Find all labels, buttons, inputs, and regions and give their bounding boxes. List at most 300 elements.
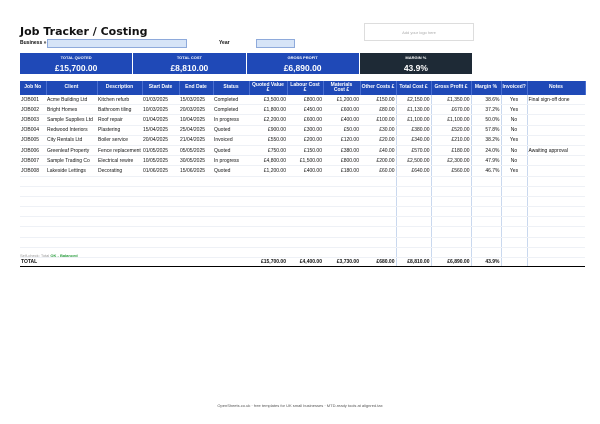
cell-client[interactable] — [46, 237, 97, 247]
cell-end-date[interactable]: 10/04/2025 — [179, 115, 213, 125]
cell-gross-profit[interactable] — [431, 237, 471, 247]
cell-description[interactable] — [97, 247, 142, 257]
page-title: Job Tracker / Costing — [20, 25, 148, 38]
table-row — [20, 105, 585, 115]
cell-description[interactable] — [97, 186, 142, 196]
cell-description[interactable]: Roof repair — [97, 115, 142, 125]
cell-margin[interactable]: 50.0% — [471, 115, 501, 125]
cell-other-costs[interactable] — [360, 207, 396, 217]
cell-gross-profit[interactable] — [431, 196, 471, 206]
cell-quoted-value[interactable] — [249, 227, 287, 237]
cell-notes[interactable] — [527, 156, 585, 166]
cell-other-costs[interactable] — [360, 227, 396, 237]
cell-gross-profit[interactable]: £180.00 — [431, 145, 471, 155]
empty-row — [20, 176, 585, 186]
cell-quoted-value[interactable]: £2,200.00 — [249, 115, 287, 125]
cell-materials-cost[interactable]: £50.00 — [323, 125, 360, 135]
cell-status[interactable] — [213, 237, 249, 247]
kpi-margin — [360, 53, 472, 74]
cell-end-date[interactable]: 21/04/2025 — [179, 135, 213, 145]
cell-materials-cost[interactable] — [323, 237, 360, 247]
kpi-total-cost — [133, 53, 245, 74]
cell-invoiced[interactable]: No — [501, 145, 527, 155]
cell-materials-cost[interactable]: £120.00 — [323, 135, 360, 145]
cell-labour-cost[interactable]: £300.00 — [287, 125, 323, 135]
cell-margin[interactable]: 46.7% — [471, 166, 501, 176]
cell-labour-cost[interactable] — [287, 237, 323, 247]
business-input[interactable] — [47, 39, 187, 48]
cell-gross-profit[interactable] — [431, 186, 471, 196]
kpi-gross-profit — [247, 53, 359, 74]
table-row — [20, 95, 585, 105]
cell-notes[interactable] — [527, 115, 585, 125]
cell-gross-profit[interactable]: £1,350.00 — [431, 95, 471, 105]
cell-notes[interactable] — [527, 247, 585, 257]
col-header-other-costs: Other Costs £ — [360, 81, 396, 95]
cell-job-no[interactable] — [20, 217, 46, 227]
cell-status[interactable]: In progress — [213, 156, 249, 166]
cell-quoted-value[interactable] — [249, 196, 287, 206]
cell-invoiced[interactable]: No — [501, 156, 527, 166]
cell-start-date[interactable]: 15/04/2025 — [142, 125, 179, 135]
cell-materials-cost[interactable] — [323, 207, 360, 217]
empty-row — [20, 217, 585, 227]
cell-margin[interactable]: 57.8% — [471, 125, 501, 135]
empty-row — [20, 186, 585, 196]
cell-other-costs[interactable] — [360, 196, 396, 206]
cell-other-costs[interactable]: £80.00 — [360, 105, 396, 115]
cell-start-date[interactable] — [142, 247, 179, 257]
cell-margin[interactable]: 37.2% — [471, 105, 501, 115]
cell-invoiced[interactable] — [501, 227, 527, 237]
cell-invoiced[interactable]: Yes — [501, 95, 527, 105]
cell-total-cost[interactable]: £570.00 — [396, 145, 431, 155]
cell-margin[interactable] — [471, 186, 501, 196]
cell-quoted-value[interactable] — [249, 247, 287, 257]
cell-total-cost[interactable]: £380.00 — [396, 125, 431, 135]
cell-total-cost[interactable]: £8,810.00 — [396, 258, 431, 267]
cell-job-no[interactable]: JOB005 — [20, 135, 46, 145]
cell-labour-cost[interactable]: £200.00 — [287, 135, 323, 145]
cell-status[interactable]: In progress — [213, 115, 249, 125]
cell-invoiced[interactable]: Yes — [501, 135, 527, 145]
cell-status[interactable] — [213, 217, 249, 227]
cell-end-date[interactable] — [179, 217, 213, 227]
cell-margin[interactable]: 24.0% — [471, 145, 501, 155]
footer-text: OpenSheets.co.uk · free templates for UK small businesses · MTD-ready tools at alignred.tax — [217, 403, 383, 408]
cell-other-costs[interactable]: £30.00 — [360, 125, 396, 135]
cell-end-date[interactable]: 15/03/2025 — [179, 95, 213, 105]
cell-gross-profit[interactable] — [431, 217, 471, 227]
cell-end-date[interactable]: 30/05/2025 — [179, 156, 213, 166]
cell-start-date[interactable]: 10/03/2025 — [142, 105, 179, 115]
cell-status[interactable]: Quoted — [213, 125, 249, 135]
cell-description[interactable]: Kitchen refurb — [97, 95, 142, 105]
cell-notes[interactable] — [527, 186, 585, 196]
cell-status[interactable] — [213, 186, 249, 196]
cell-notes[interactable] — [527, 237, 585, 247]
cell-end-date[interactable] — [179, 176, 213, 186]
cell-client[interactable]: Acme Building Ltd — [46, 95, 97, 105]
cell-invoiced[interactable]: No — [501, 125, 527, 135]
cell-end-date[interactable] — [179, 196, 213, 206]
empty-row — [20, 237, 585, 247]
cell-job-no[interactable] — [20, 186, 46, 196]
cell-invoiced[interactable] — [501, 186, 527, 196]
cell-start-date[interactable] — [142, 207, 179, 217]
cell-other-costs[interactable]: £60.00 — [360, 166, 396, 176]
cell-client[interactable]: Sample Supplies Ltd — [46, 115, 97, 125]
cell-end-date[interactable] — [179, 237, 213, 247]
cell-margin[interactable] — [471, 237, 501, 247]
cell-description[interactable]: Boiler service — [97, 135, 142, 145]
col-header-end-date: End Date — [179, 81, 213, 95]
cell-other-costs[interactable]: £20.00 — [360, 135, 396, 145]
cell-labour-cost[interactable]: £4,400.00 — [287, 258, 323, 267]
cell-client[interactable] — [46, 207, 97, 217]
cell-margin[interactable] — [471, 196, 501, 206]
cell-labour-cost[interactable] — [287, 217, 323, 227]
cell-start-date[interactable] — [142, 258, 179, 267]
cell-client[interactable] — [46, 186, 97, 196]
cell-start-date[interactable] — [142, 186, 179, 196]
cell-status[interactable]: Invoiced — [213, 135, 249, 145]
cell-description[interactable] — [97, 217, 142, 227]
cell-total-cost[interactable] — [396, 237, 431, 247]
cell-quoted-value[interactable]: £900.00 — [249, 125, 287, 135]
cell-description[interactable]: Fence replacement — [97, 145, 142, 155]
jobs-table — [20, 81, 586, 267]
cell-description[interactable] — [97, 176, 142, 186]
cell-total-cost[interactable]: £640.00 — [396, 166, 431, 176]
cell-materials-cost[interactable] — [323, 196, 360, 206]
cell-invoiced[interactable] — [501, 247, 527, 257]
cell-end-date[interactable]: 25/04/2025 — [179, 125, 213, 135]
cell-client[interactable] — [46, 176, 97, 186]
cell-start-date[interactable]: 01/05/2025 — [142, 145, 179, 155]
cell-description[interactable] — [97, 196, 142, 206]
kpi-total-quoted — [20, 53, 132, 74]
cell-labour-cost[interactable] — [287, 196, 323, 206]
cell-status[interactable]: Completed — [213, 105, 249, 115]
cell-other-costs[interactable]: £100.00 — [360, 115, 396, 125]
cell-other-costs[interactable] — [360, 247, 396, 257]
cell-invoiced[interactable] — [501, 258, 527, 267]
cell-total-cost[interactable] — [396, 186, 431, 196]
cell-end-date[interactable] — [179, 207, 213, 217]
cell-quoted-value[interactable] — [249, 217, 287, 227]
col-header-materials-cost: Materials Cost £ — [323, 81, 360, 95]
cell-client[interactable] — [46, 227, 97, 237]
cell-status[interactable] — [213, 176, 249, 186]
cell-notes[interactable] — [527, 207, 585, 217]
cell-gross-profit[interactable] — [431, 247, 471, 257]
cell-client[interactable]: Lakeside Lettings — [46, 166, 97, 176]
cell-end-date[interactable]: 20/03/2025 — [179, 105, 213, 115]
empty-row — [20, 207, 585, 217]
cell-other-costs[interactable] — [360, 217, 396, 227]
cell-gross-profit[interactable]: £560.00 — [431, 166, 471, 176]
cell-total-cost[interactable] — [396, 207, 431, 217]
cell-client[interactable]: Redwood Interiors — [46, 125, 97, 135]
cell-quoted-value[interactable] — [249, 207, 287, 217]
cell-invoiced[interactable] — [501, 196, 527, 206]
kpi-value: £6,890.00 — [283, 63, 322, 73]
cell-invoiced[interactable] — [501, 217, 527, 227]
cell-quoted-value[interactable]: £4,800.00 — [249, 156, 287, 166]
cell-invoiced[interactable] — [501, 207, 527, 217]
cell-quoted-value[interactable]: £3,500.00 — [249, 95, 287, 105]
kpi-label: TOTAL COST — [176, 55, 202, 60]
cell-materials-cost[interactable]: £600.00 — [323, 105, 360, 115]
cell-gross-profit[interactable]: £670.00 — [431, 105, 471, 115]
cell-notes[interactable] — [527, 105, 585, 115]
cell-notes[interactable] — [527, 258, 585, 267]
cell-client[interactable] — [46, 196, 97, 206]
cell-job-no[interactable] — [20, 207, 46, 217]
empty-row — [20, 247, 585, 257]
cell-client[interactable] — [46, 258, 97, 267]
cell-other-costs[interactable]: £150.00 — [360, 95, 396, 105]
cell-client[interactable]: City Rentals Ltd — [46, 135, 97, 145]
cell-quoted-value[interactable]: £1,200.00 — [249, 166, 287, 176]
cell-end-date[interactable] — [179, 258, 213, 267]
cell-labour-cost[interactable] — [287, 176, 323, 186]
cell-status[interactable] — [213, 207, 249, 217]
cell-invoiced[interactable] — [501, 237, 527, 247]
cell-job-no[interactable] — [20, 176, 46, 186]
cell-other-costs[interactable]: £40.00 — [360, 145, 396, 155]
cell-materials-cost[interactable] — [323, 186, 360, 196]
cell-notes[interactable]: Awaiting approval — [527, 145, 585, 155]
cell-description[interactable] — [97, 207, 142, 217]
cell-labour-cost[interactable]: £1,500.00 — [287, 156, 323, 166]
cell-other-costs[interactable]: £680.00 — [360, 258, 396, 267]
cell-description[interactable]: Electrical rewire — [97, 156, 142, 166]
cell-description[interactable] — [97, 227, 142, 237]
cell-labour-cost[interactable] — [287, 207, 323, 217]
cell-materials-cost[interactable] — [323, 247, 360, 257]
cell-quoted-value[interactable] — [249, 176, 287, 186]
col-header-labour-cost: Labour Cost £ — [287, 81, 323, 95]
cell-start-date[interactable] — [142, 176, 179, 186]
cell-materials-cost[interactable] — [323, 176, 360, 186]
cell-start-date[interactable]: 01/03/2025 — [142, 95, 179, 105]
table-body — [20, 95, 585, 267]
cell-gross-profit[interactable]: £1,100.00 — [431, 115, 471, 125]
cell-total-cost[interactable]: £2,500.00 — [396, 156, 431, 166]
cell-client[interactable] — [46, 217, 97, 227]
cell-notes[interactable]: Final sign-off done — [527, 95, 585, 105]
cell-status[interactable] — [213, 247, 249, 257]
cell-end-date[interactable]: 15/06/2025 — [179, 166, 213, 176]
cell-other-costs[interactable] — [360, 186, 396, 196]
cell-job-no[interactable]: JOB008 — [20, 166, 46, 176]
cell-start-date[interactable]: 01/06/2025 — [142, 166, 179, 176]
cell-other-costs[interactable] — [360, 237, 396, 247]
cell-start-date[interactable]: 20/04/2025 — [142, 135, 179, 145]
cell-materials-cost[interactable]: £400.00 — [323, 115, 360, 125]
cell-margin[interactable]: 38.6% — [471, 95, 501, 105]
col-header-status: Status — [213, 81, 249, 95]
cell-notes[interactable] — [527, 135, 585, 145]
cell-margin[interactable] — [471, 227, 501, 237]
cell-invoiced[interactable]: No — [501, 115, 527, 125]
cell-invoiced[interactable]: Yes — [501, 105, 527, 115]
col-header-notes: Notes — [527, 81, 585, 95]
col-header-gross-profit: Gross Profit £ — [431, 81, 471, 95]
cell-materials-cost[interactable]: £380.00 — [323, 145, 360, 155]
cell-job-no[interactable]: JOB006 — [20, 145, 46, 155]
cell-materials-cost[interactable] — [323, 217, 360, 227]
kpi-label: GROSS PROFIT — [287, 55, 318, 60]
cell-quoted-value[interactable]: £750.00 — [249, 145, 287, 155]
cell-start-date[interactable] — [142, 227, 179, 237]
cell-job-no[interactable]: JOB002 — [20, 105, 46, 115]
cell-client[interactable]: Greenleaf Property — [46, 145, 97, 155]
cell-total-cost[interactable] — [396, 217, 431, 227]
cell-materials-cost[interactable]: £180.00 — [323, 166, 360, 176]
col-header-job-no: Job No — [20, 81, 46, 95]
cell-status[interactable]: Completed — [213, 95, 249, 105]
cell-other-costs[interactable] — [360, 176, 396, 186]
cell-quoted-value[interactable]: £550.00 — [249, 135, 287, 145]
cell-total-cost[interactable] — [396, 196, 431, 206]
cell-status[interactable] — [213, 258, 249, 267]
cell-total-cost[interactable]: £1,130.00 — [396, 105, 431, 115]
cell-job-no[interactable]: JOB001 — [20, 95, 46, 105]
cell-other-costs[interactable]: £200.00 — [360, 156, 396, 166]
cell-labour-cost[interactable]: £600.00 — [287, 115, 323, 125]
table-header-row — [20, 81, 585, 95]
logo-placeholder[interactable]: Add your logo here — [364, 23, 474, 41]
cell-job-no[interactable] — [20, 227, 46, 237]
cell-gross-profit[interactable] — [431, 227, 471, 237]
cell-labour-cost[interactable]: £150.00 — [287, 145, 323, 155]
cell-description[interactable]: Bathroom tiling — [97, 105, 142, 115]
year-input[interactable] — [256, 39, 295, 48]
year-label: Year — [219, 40, 230, 46]
cell-quoted-value[interactable] — [249, 186, 287, 196]
cell-end-date[interactable] — [179, 186, 213, 196]
cell-total-cost[interactable]: £1,100.00 — [396, 115, 431, 125]
cell-client[interactable]: Sample Trading Co — [46, 156, 97, 166]
cell-labour-cost[interactable] — [287, 186, 323, 196]
cell-start-date[interactable] — [142, 237, 179, 247]
self-check-status: OK - Balanced — [50, 253, 78, 258]
cell-invoiced[interactable]: Yes — [501, 166, 527, 176]
cell-job-no[interactable]: JOB004 — [20, 125, 46, 135]
cell-total-cost[interactable] — [396, 227, 431, 237]
empty-row — [20, 196, 585, 206]
cell-notes[interactable] — [527, 227, 585, 237]
table-row — [20, 166, 585, 176]
cell-margin[interactable]: 47.9% — [471, 156, 501, 166]
cell-status[interactable]: Quoted — [213, 166, 249, 176]
cell-margin[interactable]: 38.2% — [471, 135, 501, 145]
cell-gross-profit[interactable]: £6,890.00 — [431, 258, 471, 267]
cell-status[interactable]: Quoted — [213, 145, 249, 155]
cell-job-no[interactable] — [20, 237, 46, 247]
cell-labour-cost[interactable]: £800.00 — [287, 95, 323, 105]
business-label: Business » — [20, 40, 47, 46]
cell-gross-profit[interactable]: £520.00 — [431, 125, 471, 135]
cell-margin[interactable]: 43.9% — [471, 258, 501, 267]
cell-gross-profit[interactable] — [431, 176, 471, 186]
cell-description[interactable]: Decorating — [97, 166, 142, 176]
cell-start-date[interactable]: 10/05/2025 — [142, 156, 179, 166]
table-row — [20, 125, 585, 135]
cell-start-date[interactable] — [142, 217, 179, 227]
cell-materials-cost[interactable]: £800.00 — [323, 156, 360, 166]
cell-total-cost[interactable]: £2,150.00 — [396, 95, 431, 105]
cell-job-no[interactable]: JOB003 — [20, 115, 46, 125]
cell-job-no[interactable] — [20, 196, 46, 206]
kpi-value: 43.9% — [403, 63, 428, 73]
col-header-invoiced: Invoiced? — [501, 81, 527, 95]
cell-labour-cost[interactable]: £400.00 — [287, 166, 323, 176]
cell-total-cost[interactable]: £340.00 — [396, 135, 431, 145]
cell-notes[interactable] — [527, 196, 585, 206]
cell-total-cost[interactable] — [396, 176, 431, 186]
kpi-label: TOTAL QUOTED — [60, 55, 92, 60]
cell-end-date[interactable] — [179, 227, 213, 237]
cell-labour-cost[interactable] — [287, 227, 323, 237]
cell-materials-cost[interactable]: £1,200.00 — [323, 95, 360, 105]
cell-labour-cost[interactable]: £450.00 — [287, 105, 323, 115]
cell-start-date[interactable]: 01/04/2025 — [142, 115, 179, 125]
cell-status[interactable] — [213, 227, 249, 237]
cell-quoted-value[interactable]: £1,800.00 — [249, 105, 287, 115]
cell-margin[interactable] — [471, 217, 501, 227]
cell-end-date[interactable]: 05/05/2025 — [179, 145, 213, 155]
table-row — [20, 156, 585, 166]
kpi-value: £8,810.00 — [170, 63, 209, 73]
cell-notes[interactable] — [527, 125, 585, 135]
cell-labour-cost[interactable] — [287, 247, 323, 257]
cell-description[interactable] — [97, 258, 142, 267]
cell-notes[interactable] — [527, 217, 585, 227]
cell-notes[interactable] — [527, 176, 585, 186]
empty-row — [20, 227, 585, 237]
cell-client[interactable]: Bright Homes — [46, 105, 97, 115]
cell-start-date[interactable] — [142, 196, 179, 206]
col-header-quoted-value: Quoted Value £ — [249, 81, 287, 95]
cell-total-cost[interactable] — [396, 247, 431, 257]
cell-gross-profit[interactable]: £2,300.00 — [431, 156, 471, 166]
cell-materials-cost[interactable] — [323, 227, 360, 237]
cell-margin[interactable] — [471, 207, 501, 217]
cell-job-no[interactable]: JOB007 — [20, 156, 46, 166]
cell-end-date[interactable] — [179, 247, 213, 257]
cell-job-no[interactable]: TOTAL — [20, 258, 46, 267]
cell-description[interactable]: Plastering — [97, 125, 142, 135]
cell-quoted-value[interactable]: £15,700.00 — [249, 258, 287, 267]
cell-invoiced[interactable] — [501, 176, 527, 186]
cell-description[interactable] — [97, 237, 142, 247]
cell-margin[interactable] — [471, 247, 501, 257]
cell-gross-profit[interactable] — [431, 207, 471, 217]
cell-notes[interactable] — [527, 166, 585, 176]
col-header-description: Description — [97, 81, 142, 95]
col-header-client: Client — [46, 81, 97, 95]
kpi-label: MARGIN % — [405, 55, 427, 60]
cell-status[interactable] — [213, 196, 249, 206]
cell-materials-cost[interactable]: £3,730.00 — [323, 258, 360, 267]
cell-gross-profit[interactable]: £210.00 — [431, 135, 471, 145]
cell-margin[interactable] — [471, 176, 501, 186]
cell-quoted-value[interactable] — [249, 237, 287, 247]
